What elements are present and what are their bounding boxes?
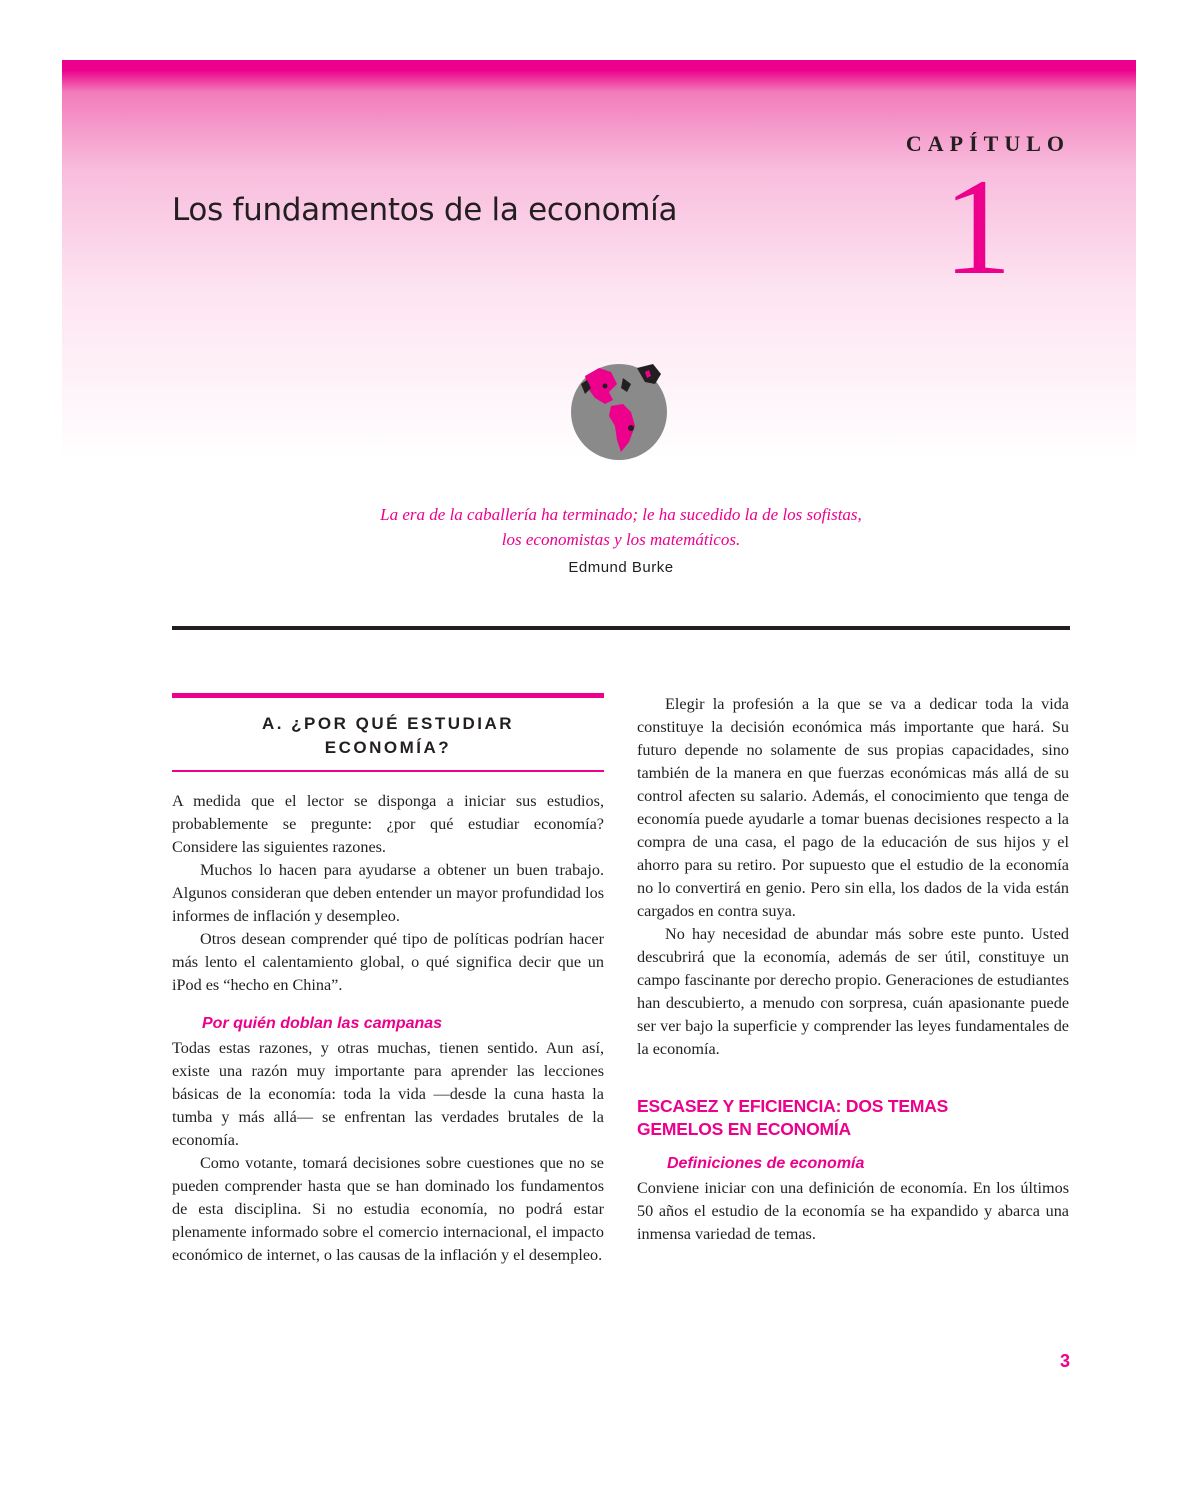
paragraph: Conviene iniciar con una definición de economía. En los últimos 50 años el estudio de la economía se ha expandido y abarca una inmensa variedad de temas. (637, 1179, 1069, 1243)
section-heading-box (172, 693, 604, 772)
section-heading-line-2: GEMELOS EN ECONOMÍA (637, 1119, 851, 1139)
paragraph: Todas estas razones, y otras muchas, tienen sentido. Aun así, existe una razón muy importante para aprender las lecciones básicas de la economía: toda la vida —desde la cuna hasta la tumba y más allá— se enfrentan las verdades brutales de la economía. (172, 1039, 604, 1149)
section-heading-line-1: A. ¿POR QUÉ ESTUDIAR (261, 714, 515, 733)
left-column (172, 693, 604, 1267)
paragraph: No hay necesidad de abundar más sobre este punto. Usted descubrirá que la economía, además de ser útil, constituye un campo fascinante por derecho propio. Generaciones de estudiantes han descubierto, a menudo con sorpresa, cuán apasionante puede ser ver bajo la superficie y comprender las leyes fundamentales de la economía. (637, 925, 1069, 1058)
globe-icon (565, 354, 673, 462)
epigraph-line-1: La era de la caballería ha terminado; le ha sucedido la de los sofistas, (380, 505, 862, 524)
section-heading-escasez (637, 1095, 1069, 1141)
paragraph: A medida que el lector se disponga a iniciar sus estudios, probablemente se pregunte: ¿por qué estudiar economía? Considere las siguientes razones. (172, 792, 604, 856)
page-number: 3 (1059, 1351, 1070, 1371)
epigraph-line-2: los economistas y los matemáticos. (501, 530, 741, 549)
chapter-title: Los fundamentos de la economía (172, 192, 678, 228)
epigraph-author: Edmund Burke (568, 559, 674, 576)
subsection-heading: Definiciones de economía (667, 1155, 865, 1172)
chapter-label: CAPÍTULO (905, 131, 1070, 156)
epigraph-quote (172, 502, 1070, 552)
section-heading-line-1: ESCASEZ Y EFICIENCIA: DOS TEMAS (637, 1096, 949, 1116)
chapter-number: 1 (943, 150, 1012, 303)
subsection-heading: Por quién doblan las campanas (202, 1015, 443, 1032)
paragraph: Como votante, tomará decisiones sobre cuestiones que no se pueden comprender hasta que se han dominado los fundamentos de esta disciplina. Si no estudia economía, no podrá estar plenamente informado sobre el comercio internacional, el impacto económico de internet, o las causas de la inflación y el desempleo. (172, 1154, 604, 1264)
section-heading-line-2: ECONOMÍA? (324, 738, 452, 757)
right-column (637, 693, 1069, 1246)
paragraph: Elegir la profesión a la que se va a dedicar toda la vida constituye la decisión económica más importante que hará. Su futuro depende no solamente de sus propias capacidades, sino también de la manera en que fuerzas económicas más allá de su control afecten su salario. Además, el conocimiento que tenga de economía puede ayudarle a tomar buenas decisiones respecto a la compra de una casa, el pago de la educación de sus hijos y el ahorro para su retiro. Por supuesto que el estudio de la economía no lo convertirá en genio. Pero sin ella, los dados de la vida están cargados en contra suya. (637, 695, 1069, 920)
header-divider (172, 626, 1070, 630)
section-heading (172, 712, 604, 760)
paragraph: Otros desean comprender qué tipo de políticas podrían hacer más lento el calentamiento global, o qué significa decir que un iPod es “hecho en China”. (172, 930, 604, 994)
paragraph: Muchos lo hacen para ayudarse a obtener un buen trabajo. Algunos consideran que deben entender un mayor profundidad los informes de inflación y desempleo. (172, 861, 604, 925)
